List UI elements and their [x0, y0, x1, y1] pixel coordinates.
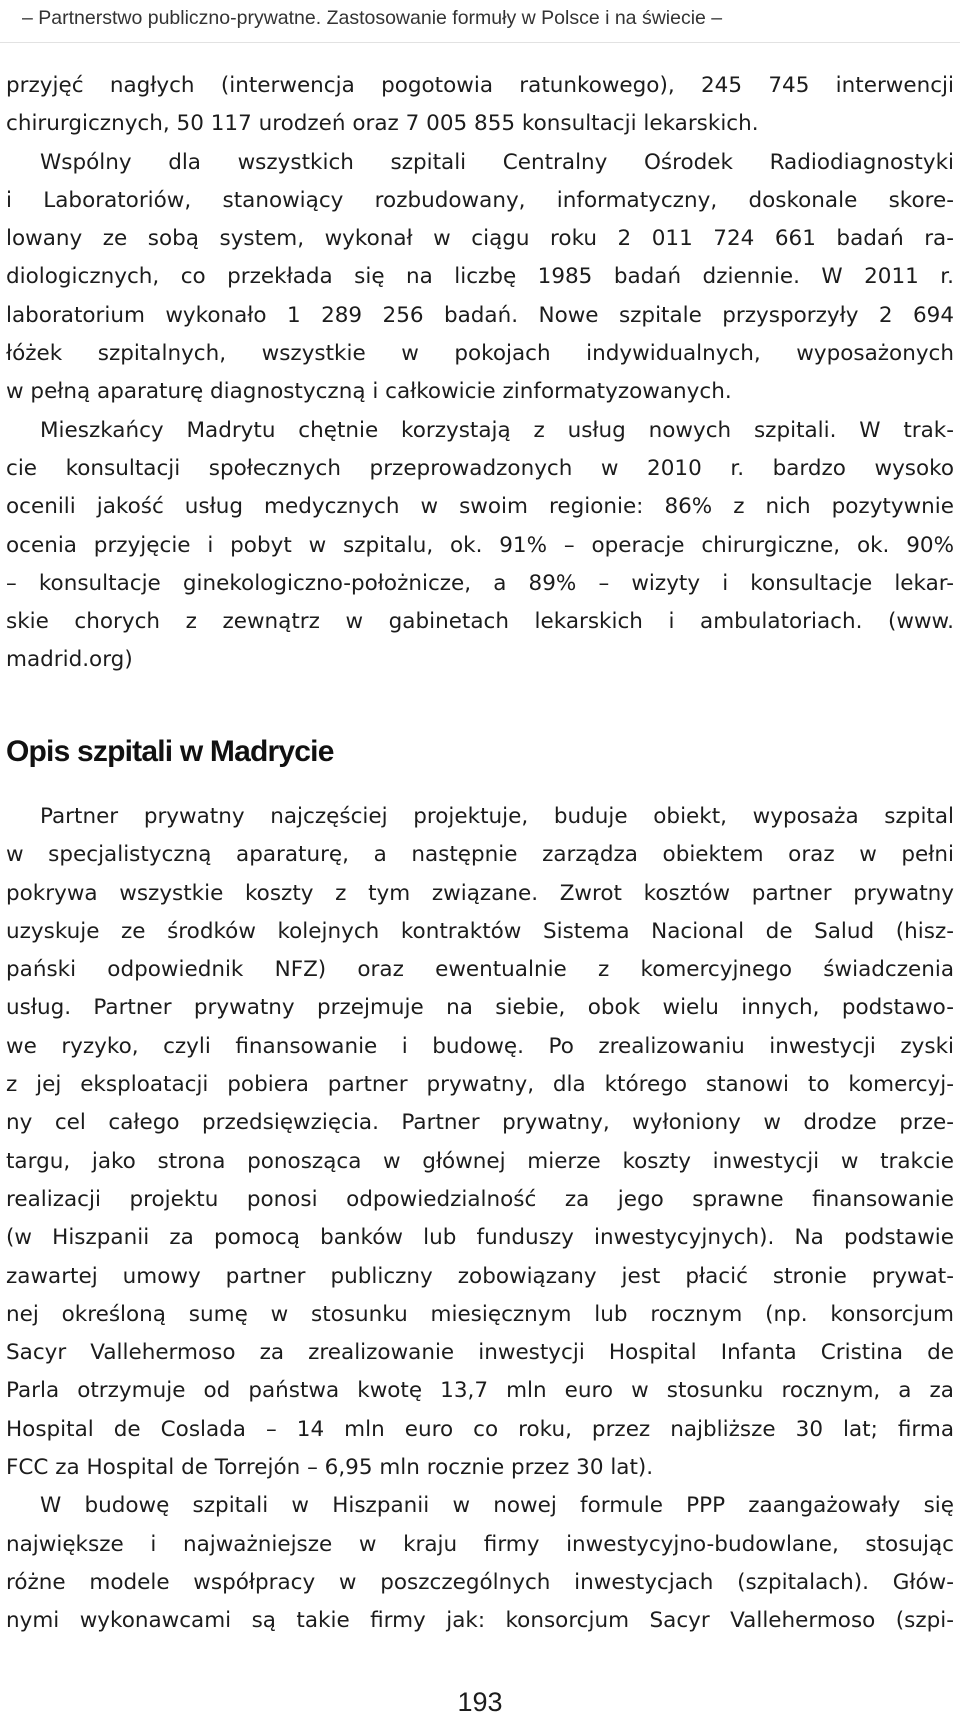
text-line: chirurgicznych, 50 117 urodzeń oraz 7 005 855 konsultacji lekarskich.	[6, 111, 759, 137]
text-line: ocenia przyjęcie i pobyt w szpitalu, ok. 91% – operacje chirurgiczne, ok. 90%	[6, 532, 954, 558]
text-line: usług. Partner prywatny przejmuje na siebie, obok wielu innych, podstawo-	[6, 995, 954, 1021]
text-line: we ryzyko, czyli finansowanie i budowę. Po zrealizowaniu inwestycji zyski	[6, 1033, 954, 1059]
paragraph-continuation	[6, 67, 954, 144]
text-line: – konsultacje ginekologiczno-położnicze, a 89% – wizyty i konsultacje lekar-	[6, 570, 954, 596]
text-line: targu, jako strona ponosząca w głównej mierze koszty inwestycji w trakcie	[6, 1148, 954, 1174]
text-line: Parla otrzymuje od państwa kwotę 13,7 mln euro w stosunku rocznym, a za	[6, 1378, 954, 1404]
text-line: ocenili jakość usług medycznych w swoim regionie: 86% z nich pozytywnie	[6, 494, 954, 520]
text-line: pański odpowiednik NFZ) oraz ewentualnie z komercyjnego świadczenia	[6, 957, 954, 983]
paragraph-construction-firms	[6, 1487, 954, 1640]
text-line: (w Hiszpanii za pomocą banków lub funduszy inwestycyjnych). Na podstawie	[6, 1225, 954, 1251]
running-header: – Partnerstwo publiczno-prywatne. Zastosowanie formuły w Polsce i na świecie –	[22, 7, 723, 29]
text-line: uzyskuje ze środków kolejnych kontraktów Sistema Nacional de Salud (hisz-	[6, 918, 954, 944]
paragraph-private-partner	[6, 798, 954, 1487]
text-line: Wspólny dla wszystkich szpitali Centralny Ośrodek Radiodiagnostyki	[40, 149, 954, 175]
text-line: Partner prywatny najczęściej projektuje, buduje obiekt, wyposaża szpital	[40, 804, 954, 829]
text-line: FCC za Hospital de Torrejón – 6,95 mln rocznie przez 30 lat).	[6, 1455, 654, 1481]
text-line: nymi wykonawcami są takie firmy jak: konsorcjum Sacyr Vallehermoso (szpi-	[6, 1608, 954, 1634]
text-line: cie konsultacji społecznych przeprowadzonych w 2010 r. bardzo wysoko	[6, 455, 954, 481]
body-text-bottom	[6, 798, 954, 1641]
header-divider	[0, 42, 960, 43]
text-line: ny cel całego przedsięwzięcia. Partner prywatny, wyłoniony w drodze prze-	[6, 1110, 954, 1136]
text-line: i Laboratoriów, stanowiący rozbudowany, informatyczny, doskonale skore-	[6, 187, 954, 213]
text-line: zawartej umowy partner publiczny zobowiązany jest płacić stronie prywat-	[6, 1263, 954, 1289]
text-line: Hospital de Coslada – 14 mln euro co roku, przez najbliższe 30 lat; firma	[6, 1416, 954, 1442]
text-line: przyjęć nagłych (interwencja pogotowia ratunkowego), 245 745 interwencji	[6, 73, 954, 98]
text-line: z jej eksploatacji pobiera partner prywatny, dla którego stanowi to komercyj-	[6, 1072, 954, 1098]
text-line: laboratorium wykonało 1 289 256 badań. Nowe szpitale przysporzyły 2 694	[6, 302, 954, 328]
text-line: Sacyr Vallehermoso za zrealizowanie inwestycji Hospital Infanta Cristina de	[6, 1340, 954, 1366]
text-line: skie chorych z zewnątrz w gabinetach lekarskich i ambulatoriach. (www.	[6, 609, 954, 635]
paragraph-laboratories	[6, 144, 954, 412]
section-heading: Opis szpitali w Madrycie	[6, 735, 334, 768]
text-line: największe i najważniejsze w kraju firmy inwestycyjno-budowlane, stosując	[6, 1531, 954, 1557]
text-line: realizacji projektu ponosi odpowiedzialność za jego sprawne finansowanie	[6, 1186, 954, 1212]
text-line: Mieszkańcy Madrytu chętnie korzystają z usług nowych szpitali. W trak-	[40, 417, 954, 443]
text-line: nej określoną sumę w stosunku miesięcznym lub rocznym (np. konsorcjum	[6, 1301, 954, 1327]
text-line: madrid.org)	[6, 647, 133, 673]
body-text-top	[6, 67, 954, 680]
text-line: łóżek szpitalnych, wszystkie w pokojach indywidualnych, wyposażonych	[6, 341, 954, 367]
text-line: diologicznych, co przekłada się na liczbę 1985 badań dziennie. W 2011 r.	[6, 264, 954, 290]
text-line: pokrywa wszystkie koszty z tym związane. Zwrot kosztów partner prywatny	[6, 880, 954, 906]
text-line: w specjalistyczną aparaturę, a następnie zarządza obiektem oraz w pełni	[6, 842, 954, 868]
page-number: 193	[457, 1687, 503, 1717]
text-line: W budowę szpitali w Hiszpanii w nowej formule PPP zaangażowały się	[40, 1493, 954, 1519]
text-line: w pełną aparaturę diagnostyczną i całkowicie zinformatyzowanych.	[6, 379, 732, 405]
text-line: różne modele współpracy w poszczególnych inwestycjach (szpitalach). Głów-	[6, 1569, 954, 1595]
paragraph-residents-opinion	[6, 412, 954, 680]
text-line: lowany ze sobą system, wykonał w ciągu roku 2 011 724 661 badań ra-	[6, 226, 954, 252]
